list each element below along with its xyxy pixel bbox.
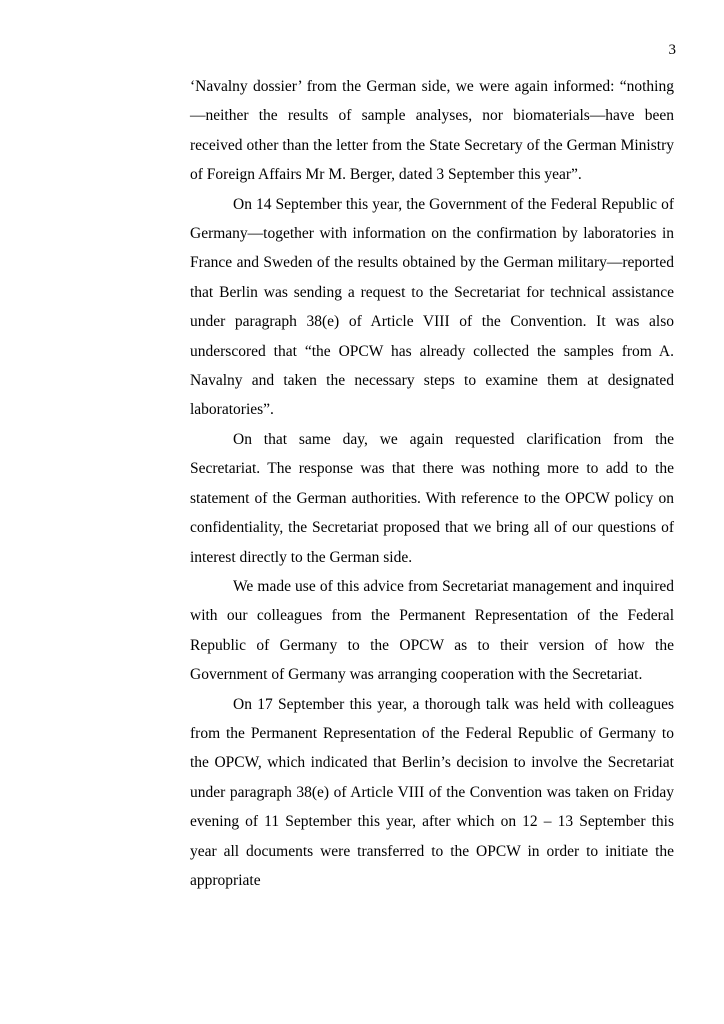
paragraph-continuation: ‘Navalny dossier’ from the German side, we were again informed: “nothing—neither the results of sample analyses, nor biomaterials—have been received other than the letter from the State Secretary of the German Ministry of Foreign Affairs Mr M. Berger, dated 3 September this year”. xyxy=(190,78,674,184)
paragraph-same-day: On that same day, we again requested clarification from the Secretariat. The response was that there was nothing more to add to the statement of the German authorities. With reference to the OPCW policy on confidentiality, the Secretariat proposed that we bring all of our questions of interest directly to the German side. xyxy=(190,430,674,566)
paragraph-17-september: On 17 September this year, a thorough talk was held with colleagues from the Permanent Representation of the Federal Republic of Germany to the OPCW, which indicated that Berlin’s decision to involve the Secretariat under paragraph 38(e) of Article VIII of the Convention was taken on Friday evening of 11 September this year, after which on 12 – 13 September this year all documents were transferred to the OPCW in order to initiate the appropriate xyxy=(190,695,674,889)
paragraph-14-september: On 14 September this year, the Government of the Federal Republic of Germany—together with information on the confirmation by laboratories in France and Sweden of the results obtained by the German military—reported that Berlin was sending a request to the Secretariat for technical assistance under paragraph 38(e) of Article VIII of the Convention. It was also underscored that “the OPCW has already collected the samples from A. Navalny and taken the necessary steps to examine them at designated laboratories”. xyxy=(190,195,674,419)
paragraph-advice: We made use of this advice from Secretariat management and inquired with our colleagues from the Permanent Representation of the Federal Republic of Germany to the OPCW as to their version of how the Government of Germany was arranging cooperation with the Secretariat. xyxy=(190,577,674,684)
document-body xyxy=(190,72,674,895)
page-number: 3 xyxy=(668,42,676,58)
